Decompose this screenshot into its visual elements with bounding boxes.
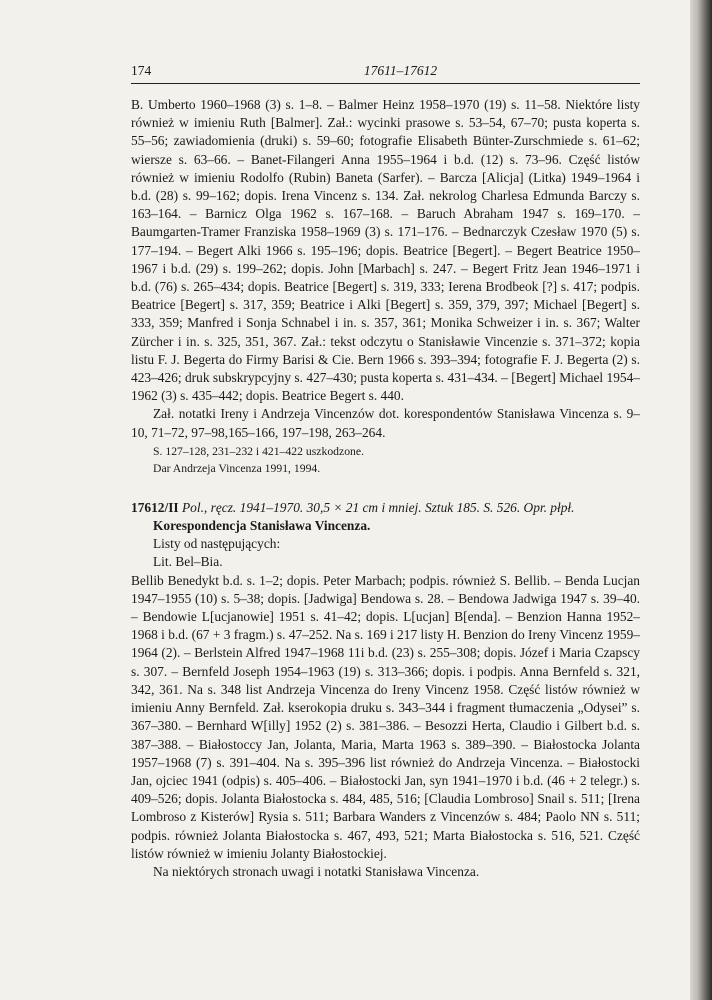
entry-17611-body: B. Umberto 1960–1968 (3) s. 1–8. – Balmer Heinz 1958–1970 (19) s. 11–58. Niektóre listy również w imieniu Ruth [Balmer]. Zał.: wycinki prasowe s. 53–54, 67–70; pusta koperta s. 55–56; zawiadomienia (druki) s. 59–60; fotografie Elisabeth Bünter-Zurschmiede s. 61–62; wiersze s. 63–66. – Banet-Filangeri Anna 1955–1964 i b.d. (12) s. 73–96. Część listów również w imieniu Rodolfo (Rubin) Baneta (Sarfer). – Barcza [Alicja] (Litka) 1949–1964 i b.d. (28) s. 99–162; dopis. Irena Vincenz s. 134. Zał. nekrolog Charlesa Edmunda Barczy s. 163–164. – Barnicz Olga 1962 s. 167–168. – Baruch Abraham 1947 s. 169–170. – Baumgarten-Tramer Franziska 1958–1969 (3) s. 171–176. – Bednarczyk Czesław 1970 (5) s. 177–194. – Begert Alki 1966 s. 195–196; dopis. Beatrice [Begert]. – Begert Beatrice 1950–1967 i b.d. (29) s. 199–262; dopis. John [Marbach] s. 247. – Begert Fritz Jean 1946–1971 i b.d. (76) s. 265–434; dopis. Beatrice [Begert] s. 319, 333; Ierena Brodbeok [?] s. 417; podpis. Beatrice [Begert] s. 317, 359; Beatrice i Alki [Begert] s. 359, 379, 397; Michael [Begert] s. 333, 359; Manfred i Sonja Schnabel i in. s. 357, 361; Monika Schweizer i in. s. 367; Walter Zürcher i in. s. 325, 351, 367. Zał.: tekst odczytu o Stanisławie Vincenzie s. 371–372; kopia listu F. J. Begerta do Firmy Barisi & Cie. Bern 1966 s. 393–394; fotografie F. J. Begerta (2) s. 423–426; druk subskrypcyjny s. 427–430; pusta koperta s. 431–434. – [Begert] Michael 1954–1962 (3) s. 435–442; dopis. Beatrice Begert s. 440.: [131, 97, 640, 404]
page-number: 174: [131, 63, 152, 78]
running-title: 17611–17612: [363, 63, 438, 78]
entry-id: 17612/II: [131, 499, 179, 515]
entry-physical-description: Pol., ręcz. 1941–1970. 30,5 × 21 cm i mniej. Sztuk 185. S. 526. Opr. płpł.: [181, 499, 575, 515]
entry-intro: Listy od następujących:: [153, 536, 281, 552]
entry-separator: [131, 477, 640, 499]
catalog-content: [131, 96, 640, 881]
provenance-note: Dar Andrzeja Vincenza 1991, 1994.: [153, 462, 321, 476]
page-header: [131, 63, 640, 84]
entry-17612-heading: [131, 499, 640, 517]
entry-title: Korespondencja Stanisława Vincenza.: [153, 518, 371, 534]
entry-letter-range: Lit. Bel–Bia.: [153, 554, 223, 570]
book-edge-shadow: [690, 0, 712, 1000]
entry-closing-note: Na niektórych stronach uwagi i notatki Stanisława Vincenza.: [153, 863, 480, 879]
entry-17612-body: Bellib Benedykt b.d. s. 1–2; dopis. Peter Marbach; podpis. również S. Bellib. – Benda Lucjan 1947–1955 (10) s. 5–38; dopis. [Jadwiga] Bendowa s. 28. – Bendowa Jadwiga 1947 s. 39–40. – Bendowie L[ucjanowie] 1951 s. 41–42; dopis. L[ucjan] B[enda]. – Benzion Hanna 1952–1968 i b.d. (67 + 3 fragm.) s. 47–252. Na s. 169 i 217 listy H. Benzion do Ireny Vincenz 1959–1964 (2). – Berlstein Alfred 1947–1968 11i b.d. (23) s. 255–308; dopis. Józef i Maria Czapscy s. 307. – Bernfeld Joseph 1954–1963 (19) s. 313–366; dopis. i podpis. Anna Bernfeld s. 321, 342, 361. Na s. 348 list Andrzeja Vincenza do Ireny Vincenz 1958. Część listów również w imieniu Anny Bernfeld. Zał. kserokopia druku s. 343–344 i fragment tłumaczenia „Odysei” s. 367–380. – Bernhard W[illy] 1952 (2) s. 381–386. – Besozzi Herta, Claudio i Gilbert b.d. s. 387–388. – Białostoccy Jan, Jolanta, Maria, Marta 1963 s. 389–390. – Białostocka Jolanta 1957–1968 (7) s. 391–404. Na s. 395–396 list również do Andrzeja Vincenza. – Białostocki Jan, ojciec 1941 (odpis) s. 405–406. – Białostocki Jan, syn 1941–1970 i b.d. (46 + 2 telegr.) s. 409–526; dopis. Jolanta Białostocka s. 484, 485, 516; [Claudia Lombroso] Snail s. 511; [Irena Lombroso z Kisterów] Rysia s. 511; Barbara Wanders z Vincenzów s. 484; Paolo NN s. 511; podpis. również Jolanta Białostocka s. 467, 493, 521; Marta Białostocka s. 516, 521. Część listów również w imieniu Jolanty Białostockiej.: [131, 572, 640, 861]
entry-17611-attachment-note: Zał. notatki Ireny i Andrzeja Vincenzów dot. korespondentów Stanisława Vincenza s. 9–10, 71–72, 97–98,165–166, 197–198, 263–264.: [131, 406, 640, 440]
damage-note: S. 127–128, 231–232 i 421–422 uszkodzone.: [153, 444, 365, 458]
